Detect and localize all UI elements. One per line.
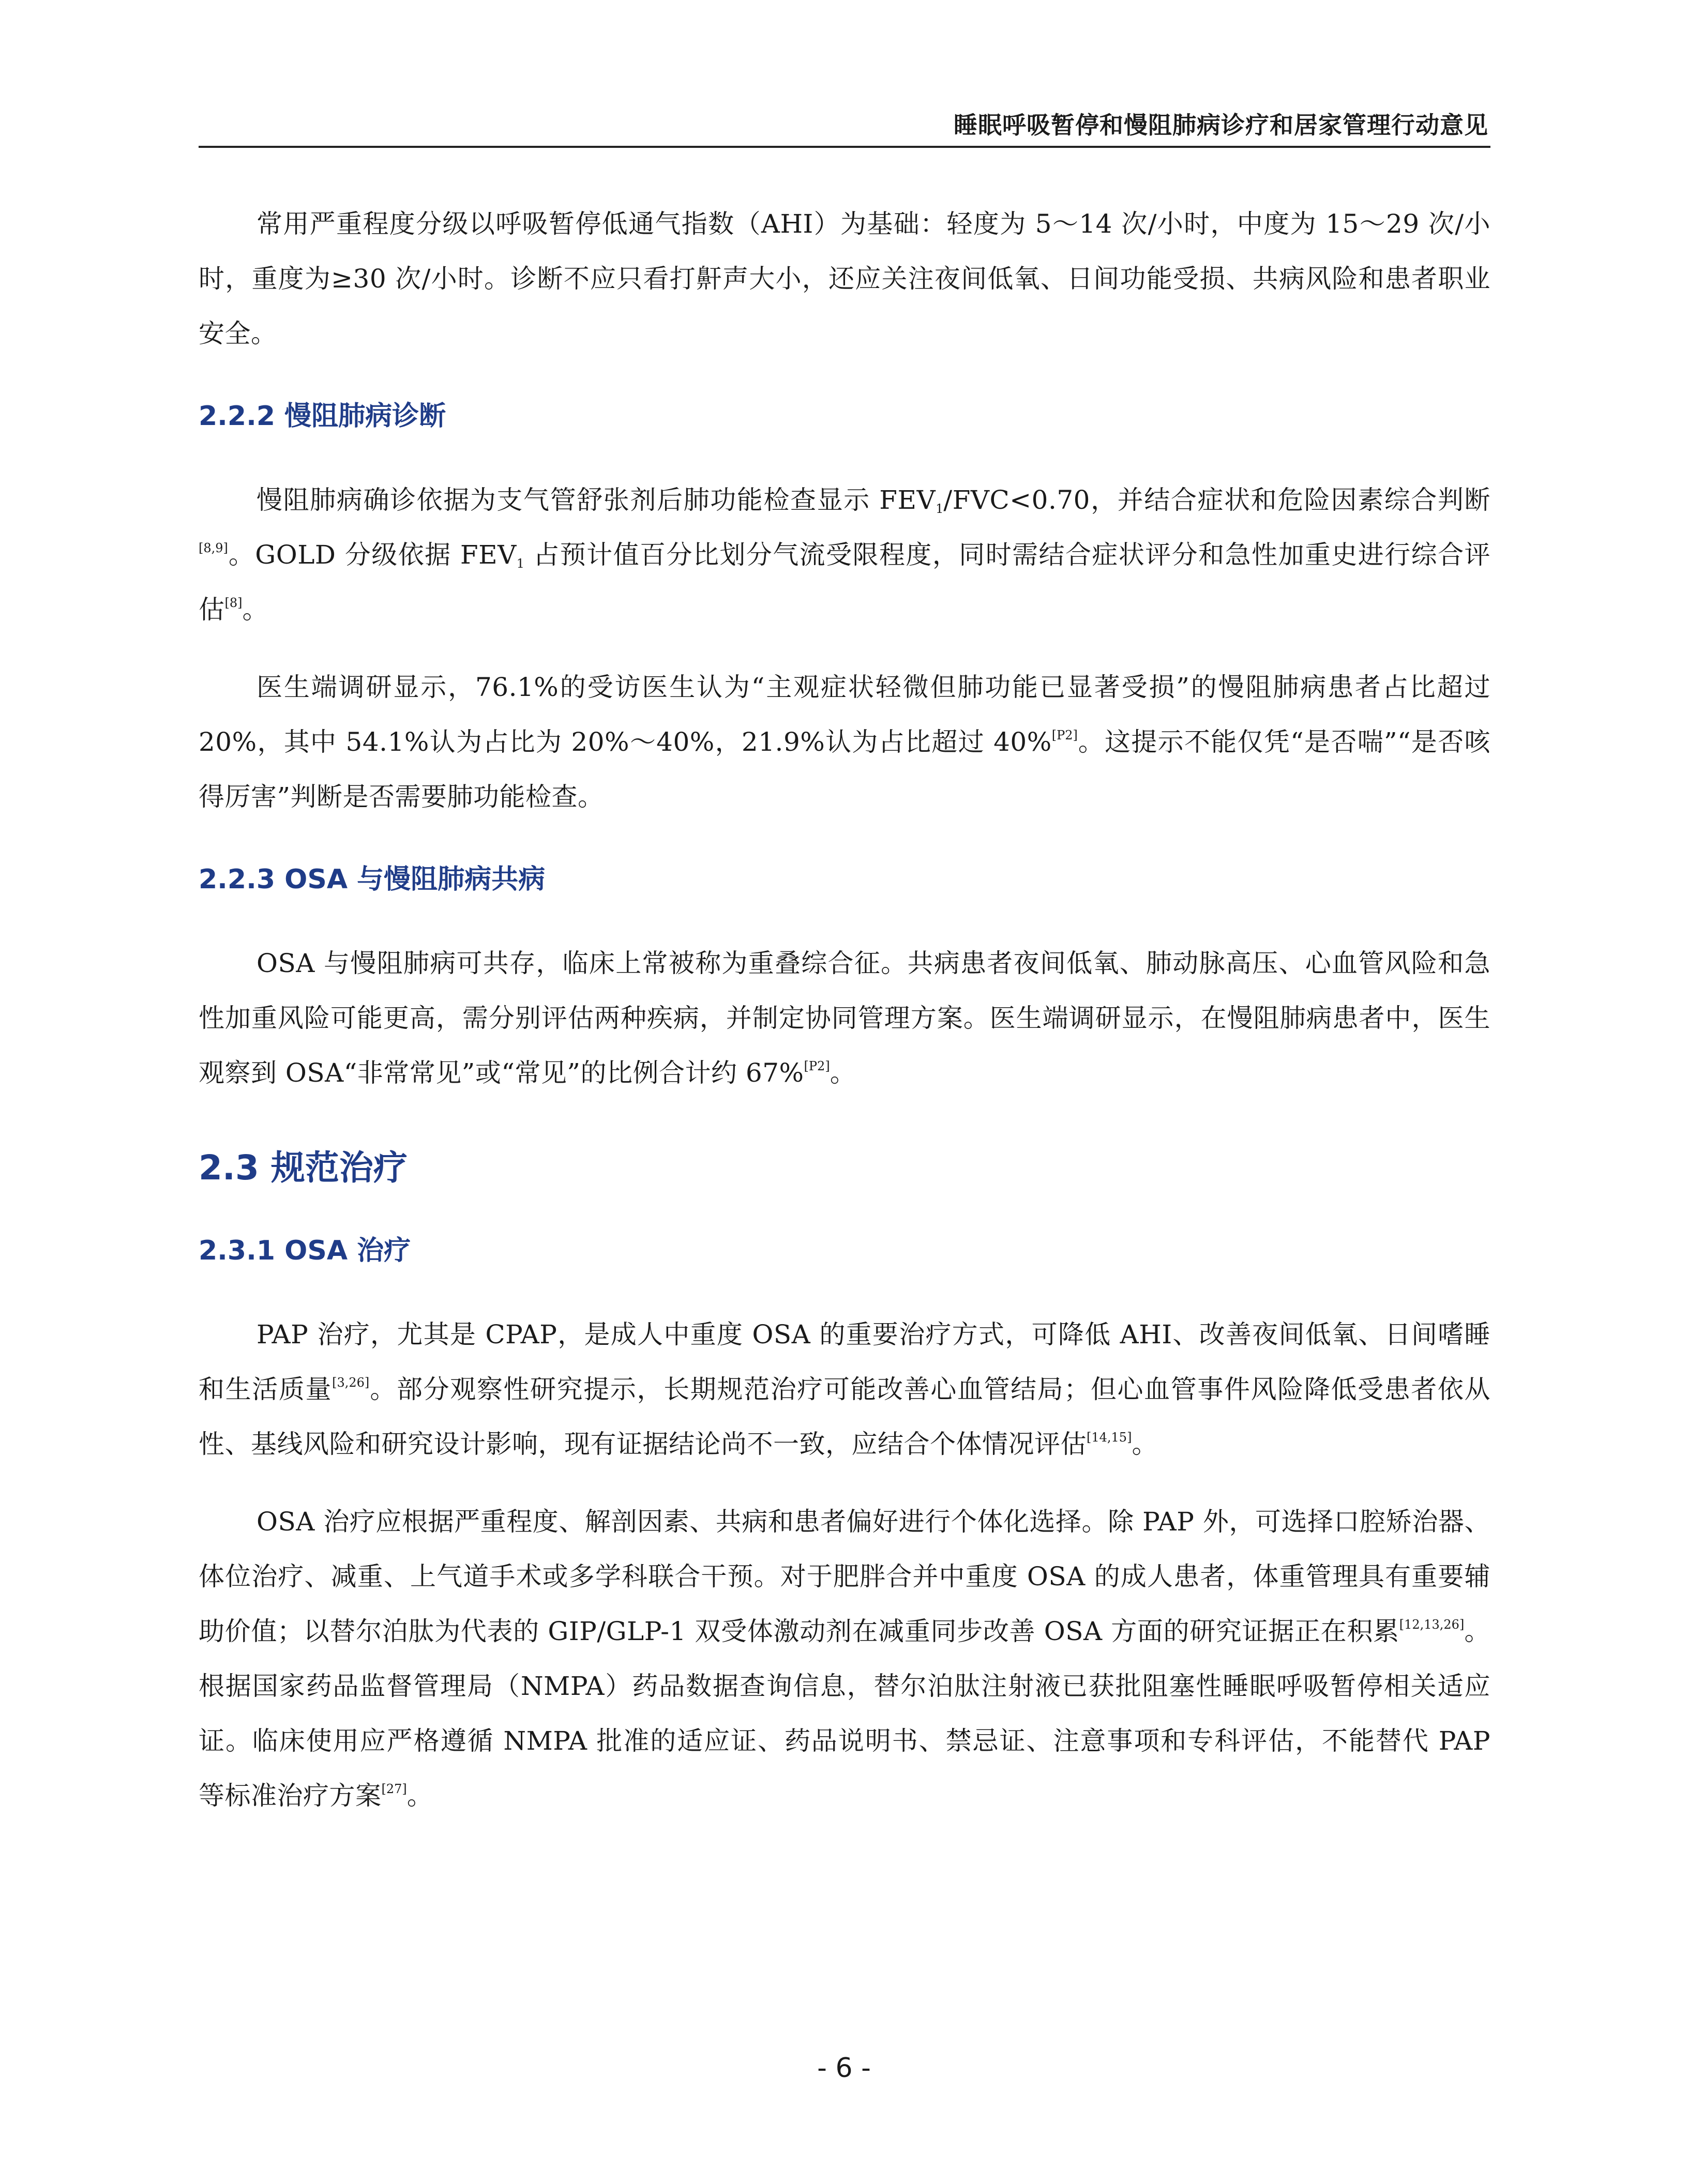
citation-ref: [12,13,26] [1399, 1617, 1465, 1632]
text-run: 。部分观察性研究提示，长期规范治疗可能改善心血管结局；但心血管事件风险降低受患者依从性、基线风险和研究设计影响，现有证据结论尚不一致，应结合个体情况评估 [199, 1374, 1491, 1459]
text-run: 。 [406, 1781, 433, 1811]
section-heading-2-3: 2.3 规范治疗 [199, 1148, 408, 1188]
text-run: 慢阻肺病确诊依据为支气管舒张剂后肺功能检查显示 FEV [257, 485, 936, 515]
citation-ref: [8] [224, 596, 243, 610]
text-run: OSA 与慢阻肺病可共存，临床上常被称为重叠综合征。共病患者夜间低氧、肺动脉高压、心血管风险和急性加重风险可能更高，需分别评估两种疾病，并制定协同管理方案。医生端调研显示，在慢阻肺病患者中，医生观察到 OSA“非常常见”或“常见”的比例合计约 67% [199, 948, 1490, 1088]
paragraph-individualized-treatment [199, 1494, 1490, 1823]
text-run: OSA 治疗应根据严重程度、解剖因素、共病和患者偏好进行个体化选择。除 PAP 外，可选择口腔矫治器、体位治疗、减重、上气道手术或多学科联合干预。对于肥胖合并中重度 OSA 的成人患者，体重管理具有重要辅助价值；以替尔泊肽为代表的 GIP/GLP-1 双受体激动剂在减重同步改善 OSA 方面的研究证据正在积累 [199, 1507, 1490, 1646]
page-number: - 6 - [817, 2053, 871, 2084]
paragraph-doctor-survey [199, 660, 1490, 824]
section-heading-2-2-2: 2.2.2 慢阻肺病诊断 [199, 401, 446, 432]
text-run: /FVC<0.70，并结合症状和危险因素综合判断 [943, 485, 1490, 515]
citation-ref: [P2] [1051, 728, 1078, 742]
text-run: 。 [830, 1058, 856, 1088]
subscript: 1 [516, 556, 524, 571]
text-run: 。GOLD 分级依据 FEV [228, 540, 517, 570]
paragraph-copd-diagnosis [199, 473, 1490, 637]
text-run: 。 [242, 595, 268, 625]
paragraph-overlap-syndrome [199, 936, 1490, 1100]
text-run: PAP 治疗，尤其是 CPAP，是成人中重度 OSA 的重要治疗方式，可降低 AHI、改善夜间低氧、日间嗜睡和生活质量 [199, 1320, 1490, 1404]
section-heading-2-2-3: 2.2.3 OSA 与慢阻肺病共病 [199, 864, 546, 895]
header-divider [199, 146, 1490, 148]
citation-ref: [27] [381, 1782, 407, 1796]
citation-ref: [P2] [804, 1059, 830, 1073]
header-title: 睡眠呼吸暂停和慢阻肺病诊疗和居家管理行动意见 [954, 111, 1488, 139]
text-run: 。这提示不能仅凭“是否喘”“是否咳得厉害”判断是否需要肺功能检查。 [199, 727, 1490, 812]
citation-ref: [3,26] [332, 1375, 370, 1390]
section-heading-2-3-1: 2.3.1 OSA 治疗 [199, 1235, 411, 1266]
main-content [199, 196, 1490, 1823]
text-run: 。 [1132, 1429, 1158, 1459]
text-run: 医生端调研显示，76.1%的受访医生认为“主观症状轻微但肺功能已显著受损”的慢阻肺病患者占比超过 20%，其中 54.1%认为占比为 20%～40%，21.9%认为占比超过 40% [199, 672, 1490, 757]
paragraph-pap-therapy [199, 1307, 1490, 1472]
text-run: 占预计值百分比划分气流受限程度，同时需结合症状评分和急性加重史进行综合评估 [199, 540, 1490, 625]
citation-ref: [8,9] [199, 541, 228, 555]
text-run: 。根据国家药品监督管理局（NMPA）药品数据查询信息，替尔泊肽注射液已获批阻塞性睡眠呼吸暂停相关适应证。临床使用应严格遵循 NMPA 批准的适应证、药品说明书、禁忌证、注意事项和专科评估，不能替代 PAP 等标准治疗方案 [199, 1616, 1490, 1811]
subscript: 1 [936, 502, 944, 516]
paragraph-ahi-severity: 常用严重程度分级以呼吸暂停低通气指数（AHI）为基础：轻度为 5～14 次/小时，中度为 15～29 次/小时，重度为≥30 次/小时。诊断不应只看打鼾声大小，还应关注夜间低氧、日间功能受损、共病风险和患者职业安全。 [199, 209, 1490, 348]
citation-ref: [14,15] [1087, 1430, 1132, 1445]
